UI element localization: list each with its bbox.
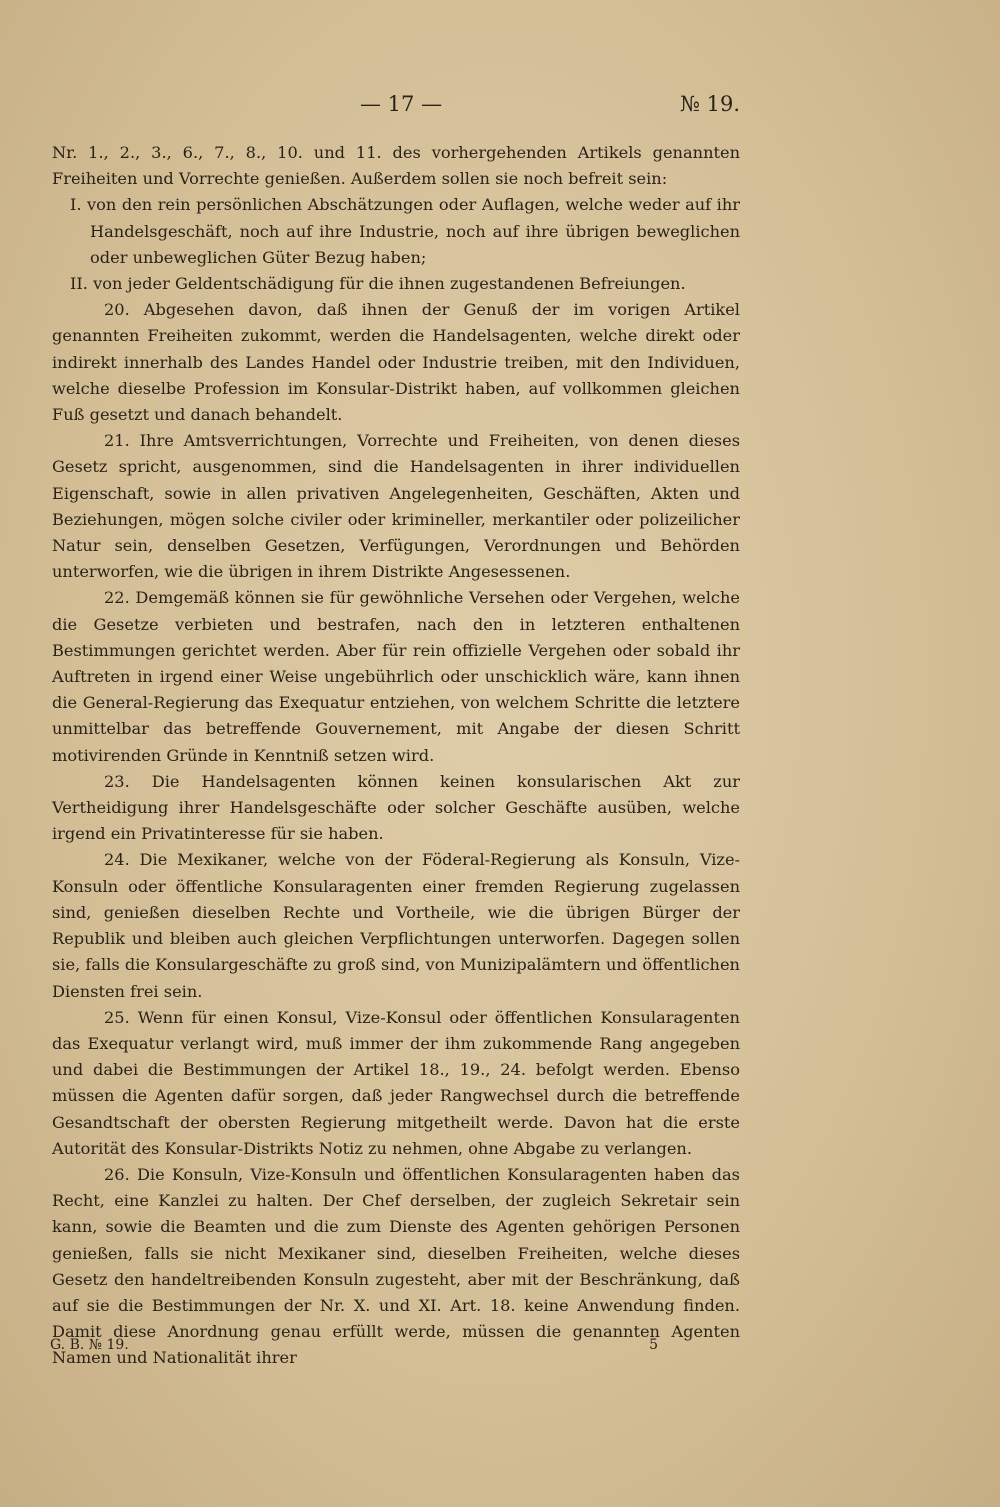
article-24: 24. Die Mexikaner, welche von der Föderal-Regierung als Konsuln, Vize-Konsuln oder öffentliche Konsularagenten einer fremden Regierung zugelassen sind, genießen dieselben Rechte und Vortheile, wie die übrigen Bürger der Republik und bleiben auch gleichen Verpflichtungen unterworfen. Dagegen sollen sie, falls die Konsulargeschäfte zu groß sind, von Munizipalämtern und öffentlichen Diensten frei sein. (52, 850, 740, 1001)
paragraph-continuation: Nr. 1., 2., 3., 6., 7., 8., 10. und 11. des vorhergehenden Artikels genannten Freiheiten und Vorrechte genießen. Außerdem sollen sie noch befreit sein: (52, 143, 740, 189)
article-23: 23. Die Handelsagenten können keinen konsularischen Akt zur Vertheidigung ihrer Handelsgeschäfte oder solcher Geschäfte ausüben, welche irgend ein Privatinteresse für sie haben. (52, 771, 740, 844)
document-number: № 19. (680, 92, 740, 116)
list-item-i: I. von den rein persönlichen Abschätzungen oder Auflagen, welche weder auf ihr Handelsgeschäft, noch auf ihre Industrie, noch auf ihre übrigen beweglichen oder unbeweglichen Güter Bezug haben; (70, 195, 740, 267)
sheet-number: 5 (649, 1337, 658, 1353)
article-25: 25. Wenn für einen Konsul, Vize-Konsul oder öffentlichen Konsularagenten das Exequatur verlangt wird, muß immer der ihm zukommende Rang angegeben und dabei die Bestimmungen der Artikel 18., 19., 24. befolgt werden. Ebenso müssen die Agenten dafür sorgen, daß jeder Rangwechsel durch die betreffende Gesandtschaft der obersten Regierung mitgetheilt werde. Davon hat die erste Autorität des Konsular-Distrikts Notiz zu nehmen, ohne Abgabe zu verlangen. (52, 1007, 740, 1158)
article-21: 21. Ihre Amtsverrichtungen, Vorrechte und Freiheiten, von denen dieses Gesetz spricht, ausgenommen, sind die Handelsagenten in ihrer individuellen Eigenschaft, sowie in allen privativen Angelegenheiten, Geschäften, Akten und Beziehungen, mögen solche civiler oder krimineller, merkantiler oder polizeilicher Natur sein, denselben Gesetzen, Verfügungen, Verordnungen und Behörden unterworfen, wie die übrigen in ihrem Distrikte Angesessenen. (52, 431, 740, 582)
list-item-ii: II. von jeder Geldentschädigung für die ihnen zugestandenen Befreiungen. (70, 274, 686, 294)
body-text (52, 140, 740, 1372)
article-20: 20. Abgesehen davon, daß ihnen der Genuß der im vorigen Artikel genannten Freiheiten zukommt, werden die Handelsagenten, welche direkt oder indirekt innerhalb des Landes Handel oder Industrie treiben, mit den Individuen, welche dieselbe Profession im Konsular-Distrikt haben, auf vollkommen gleichen Fuß gesetzt und danach behandelt. (52, 300, 740, 425)
page-number: — 17 — (360, 92, 443, 116)
page-header (50, 92, 740, 132)
signature-mark: G. B. № 19. (50, 1337, 129, 1353)
article-22: 22. Demgemäß können sie für gewöhnliche Versehen oder Vergehen, welche die Gesetze verbieten und bestrafen, nach den in letzteren enthaltenen Bestimmungen gerichtet werden. Aber für rein offizielle Vergehen oder sobald ihr Auftreten in irgend einer Weise ungebührlich oder unschicklich wäre, kann ihnen die General-Regierung das Exequatur entziehen, von welchem Schritte die letztere unmittelbar das betreffende Gouvernement, mit Angabe der diesen Schritt motivirenden Gründe in Kenntniß setzen wird. (52, 588, 740, 765)
article-26: 26. Die Konsuln, Vize-Konsuln und öffentlichen Konsularagenten haben das Recht, eine Kanzlei zu halten. Der Chef derselben, der zugleich Sekretair sein kann, sowie die Beamten und die zum Dienste des Agenten gehörigen Personen genießen, falls sie nicht Mexikaner sind, dieselben Freiheiten, welche dieses Gesetz den handeltreibenden Konsuln zugesteht, aber mit der Beschränkung, daß auf sie die Bestimmungen der Nr. X. und XI. Art. 18. keine Anwendung finden. Damit diese Anordnung genau erfüllt werde, müssen die genannten Agenten Namen und Nationalität ihrer (52, 1164, 740, 1368)
